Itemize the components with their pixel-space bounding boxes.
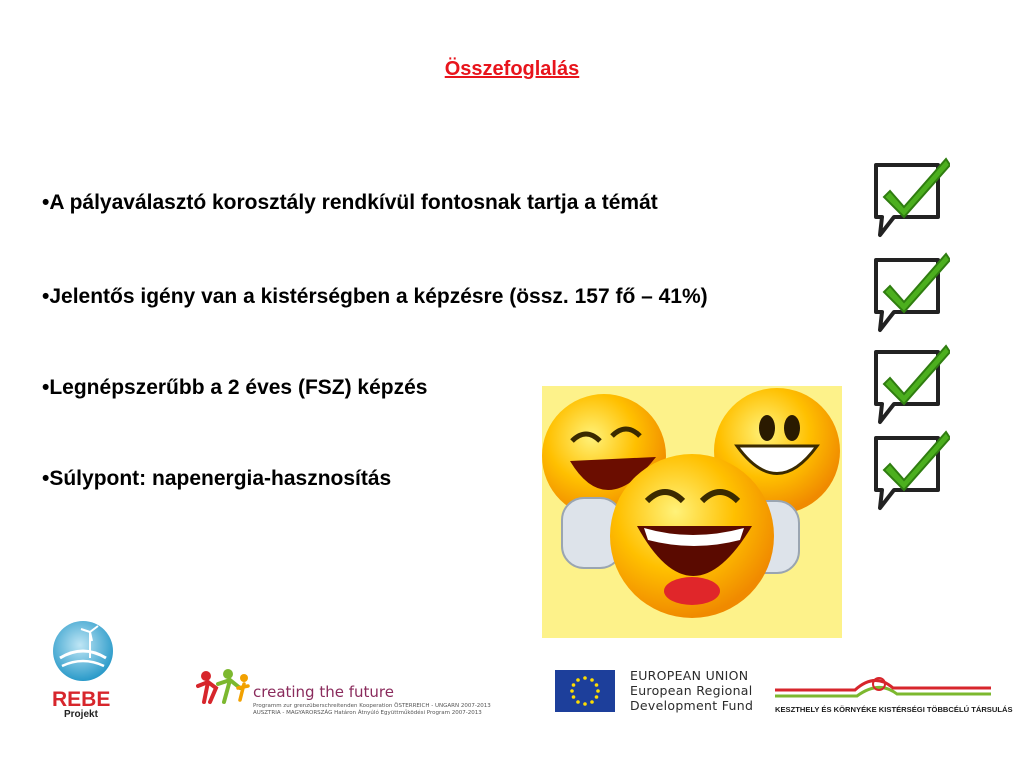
speech-bubble-checkmark-icon (870, 428, 950, 512)
eu-text-line-2: European Regional (630, 683, 753, 698)
eu-text-line-1: EUROPEAN UNION (630, 668, 749, 683)
bullet-2: •Jelentős igény van a kistérségben a képzésre (össz. 157 fő – 41%) (42, 285, 708, 308)
keszthely-region-logo (775, 668, 991, 702)
bullet-1: •A pályaválasztó korosztály rendkívül fontosnak tartja a témát (42, 191, 658, 214)
rebe-logo-text: REBE (52, 688, 111, 711)
creating-the-future-title: creating the future (253, 683, 394, 701)
rebe-logo-subtext: Projekt (64, 709, 98, 720)
eu-text-line-3: Development Fund (630, 698, 754, 713)
bullet-4: •Súlypont: napenergia-hasznosítás (42, 467, 392, 490)
creating-the-future-line-2: AUSZTRIA - MAGYARORSZÁG Határon Átnyúló Együttműködési Program 2007-2013 (253, 710, 482, 716)
creating-the-future-figures-icon (196, 668, 252, 710)
laughing-smileys-image (542, 386, 842, 638)
speech-bubble-checkmark-icon (870, 155, 950, 239)
bullet-3: •Legnépszerűbb a 2 éves (FSZ) képzés (42, 376, 428, 399)
creating-the-future-line-1: Programm zur grenzüberschreitenden Kooperation ÖSTERREICH - UNGARN 2007-2013 (253, 703, 491, 709)
eu-flag-icon (555, 670, 615, 712)
keszthely-region-text: KESZTHELY ÉS KÖRNYÉKE KISTÉRSÉGI TÖBBCÉLÚ TÁRSULÁS (775, 705, 1013, 714)
speech-bubble-checkmark-icon (870, 342, 950, 426)
speech-bubble-checkmark-icon (870, 250, 950, 334)
rebe-logo (50, 618, 116, 684)
slide-title: Összefoglalás (444, 58, 580, 80)
